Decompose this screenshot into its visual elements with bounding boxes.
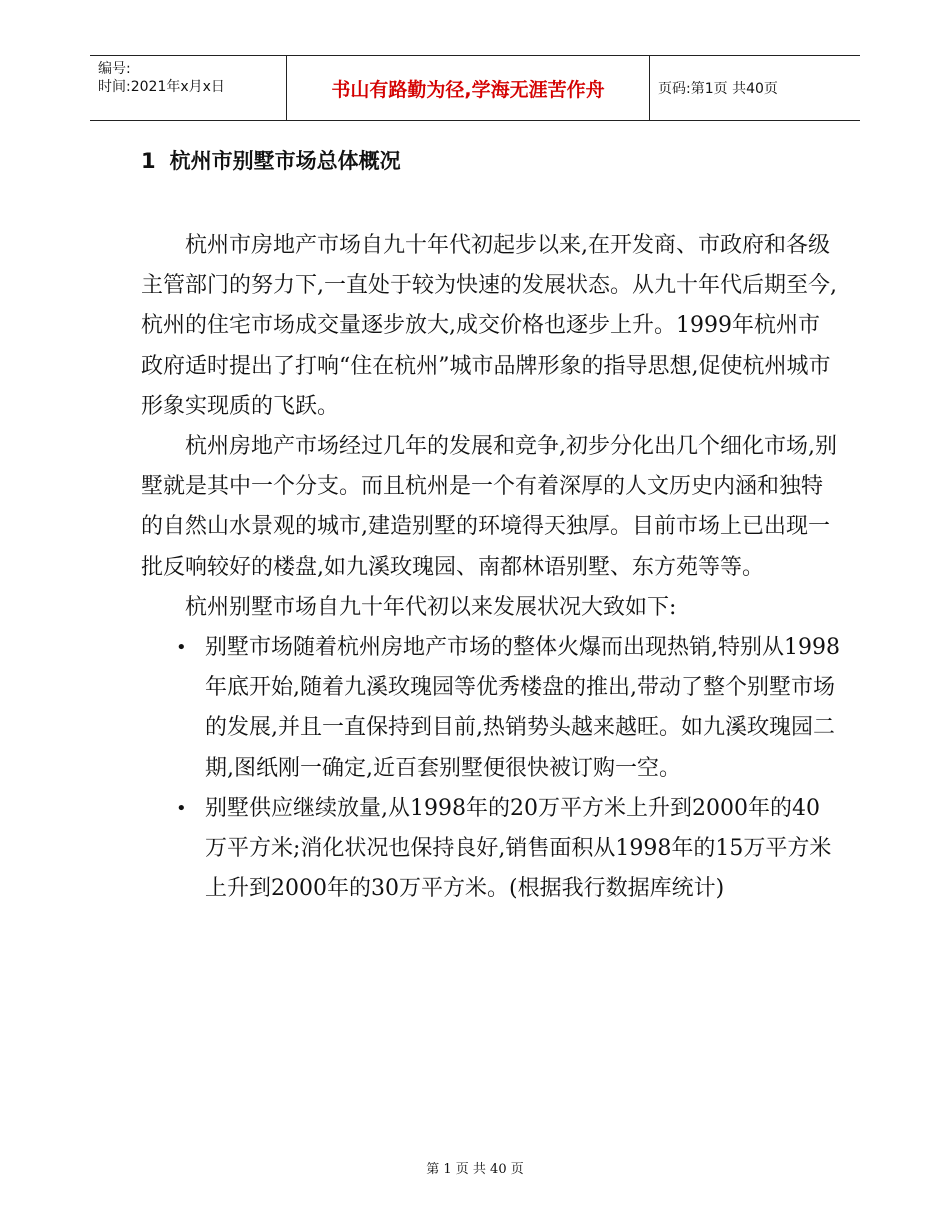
serial-label: 编号: bbox=[98, 61, 131, 77]
bullet-icon: • bbox=[176, 797, 187, 819]
page-footer: 第 1 页 共 40 页 bbox=[426, 1162, 524, 1177]
bullet-item bbox=[141, 628, 841, 789]
body-content bbox=[141, 226, 841, 909]
section-title-text: 杭州市别墅市场总体概况 bbox=[169, 149, 401, 173]
header-meta bbox=[90, 56, 286, 120]
bullet-text: 别墅市场随着杭州房地产市场的整体火爆而出现热销,特别从1998年底开始,随着九溪玫瑰园等优秀楼盘的推出,带动了整个别墅市场的发展,并且一直保持到目前,热销势头越来越旺。如九溪玫瑰园二期,图纸刚一确定,近百套别墅便很快被订购一空。 bbox=[205, 635, 840, 781]
bullet-icon: • bbox=[176, 637, 187, 659]
section-title bbox=[141, 145, 401, 175]
header-page-label: 页码:第1页 共40页 bbox=[658, 81, 778, 97]
header-motto: 书山有路勤为径,学海无涯苦作舟 bbox=[286, 56, 650, 120]
time-label: 时间:2021年x月x日 bbox=[98, 79, 225, 95]
section-number: 1 bbox=[141, 149, 156, 173]
bullet-item bbox=[141, 789, 841, 910]
paragraph: 杭州市房地产市场自九十年代初起步以来,在开发商、市政府和各级主管部门的努力下,一直处于较为快速的发展状态。从九十年代后期至今,杭州的住宅市场成交量逐步放大,成交价格也逐步上升。1999年杭州市政府适时提出了打响“住在杭州”城市品牌形象的指导思想,促使杭州城市形象实现质的飞跃。 bbox=[141, 233, 837, 419]
bullet-text: 别墅供应继续放量,从1998年的20万平方米上升到2000年的40万平方米;消化状况也保持良好,销售面积从1998年的15万平方米上升到2000年的30万平方米。(根据我行数据库统计) bbox=[205, 795, 832, 902]
paragraph: 杭州别墅市场自九十年代初以来发展状况大致如下: bbox=[185, 594, 677, 620]
page-header bbox=[90, 55, 860, 121]
bullet-list bbox=[141, 628, 841, 909]
paragraph: 杭州房地产市场经过几年的发展和竞争,初步分化出几个细化市场,别墅就是其中一个分支。而且杭州是一个有着深厚的人文历史内涵和独特的自然山水景观的城市,建造别墅的环境得天独厚。目前市场上已出现一批反响较好的楼盘,如九溪玫瑰园、南都林语别墅、东方苑等等。 bbox=[141, 434, 837, 580]
